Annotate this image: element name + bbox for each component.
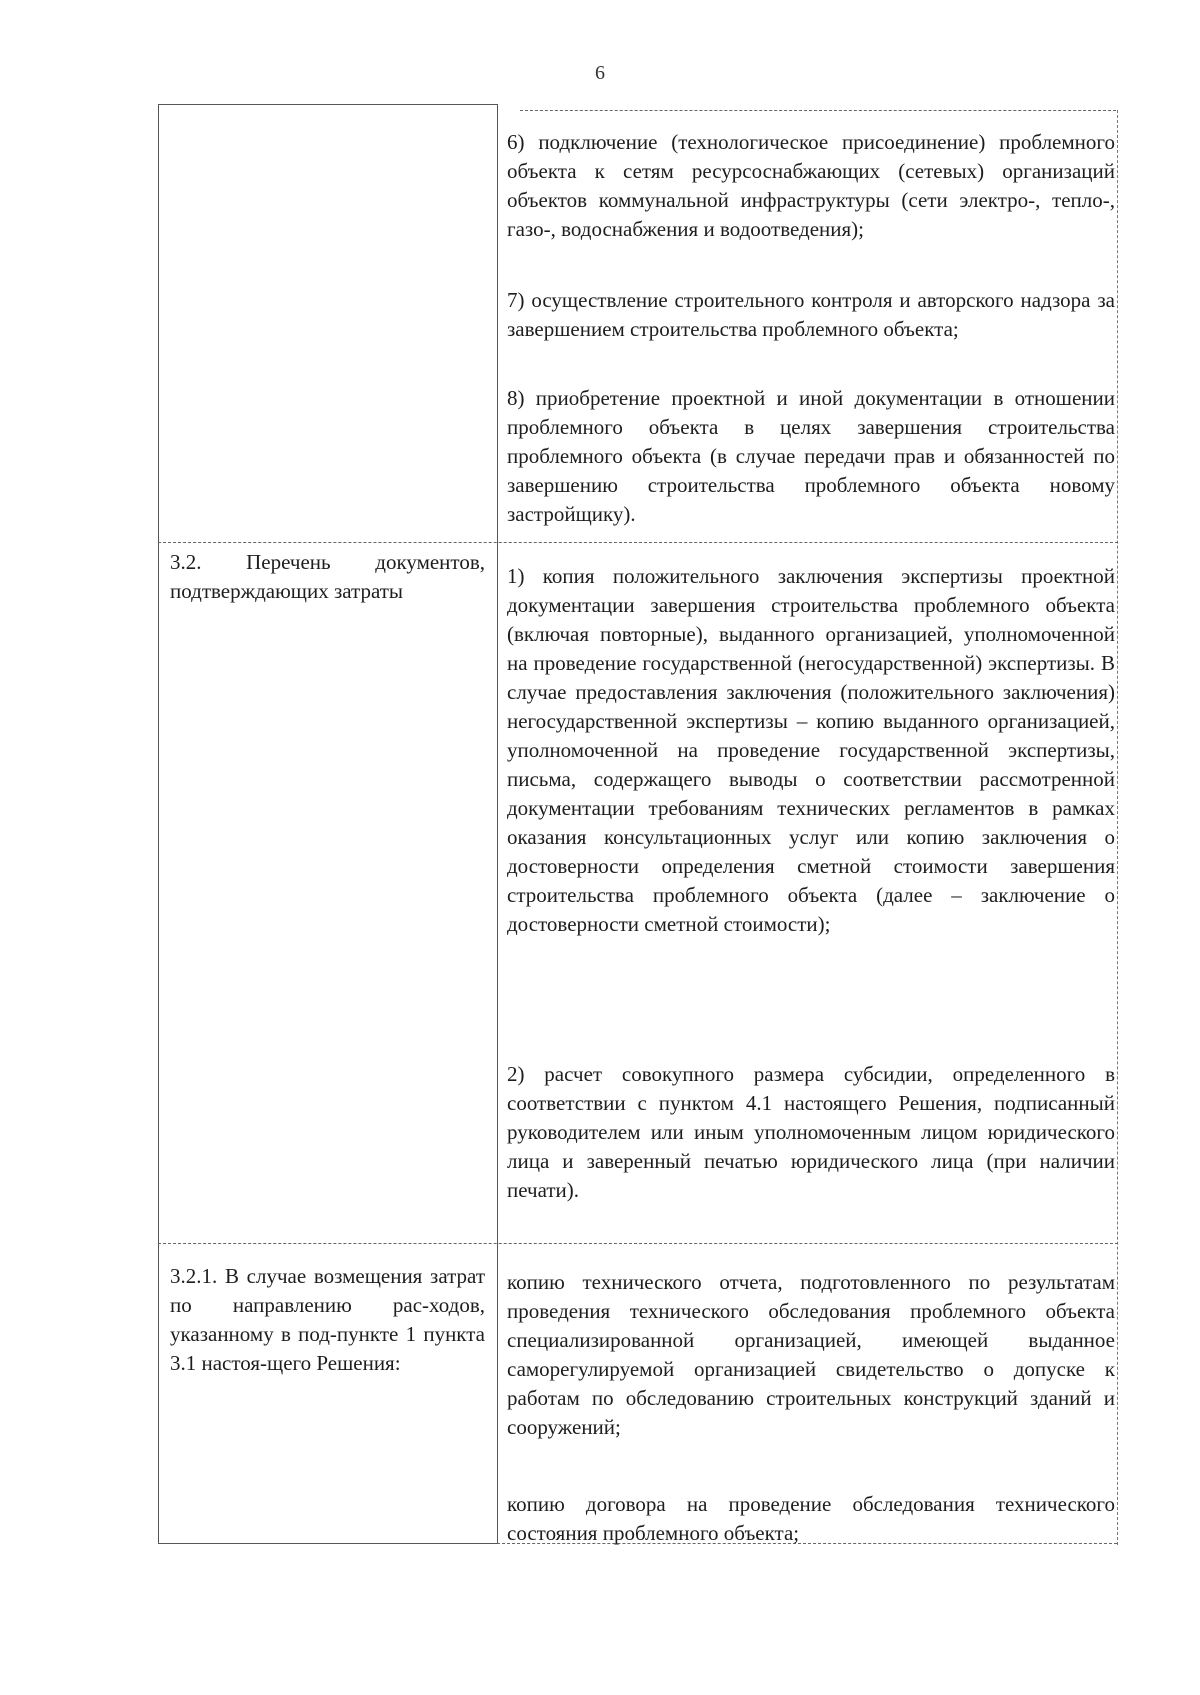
list-item: 6) подключение (технологическое присоединение) проблемного объекта к сетям ресурсоснабжающих (сетевых) организаций объектов коммунальной инфраструктуры (сети электро-, тепло-, газо-, водоснабжения и водоотведения); — [507, 130, 1115, 241]
row-3-content-2 — [507, 1490, 1115, 1548]
list-item: 2) расчет совокупного размера субсидии, определенного в соответствии с пунктом 4.1 настоящего Решения, подписанный руководителем или иным уполномоченным лицом юридического лица и заверенный печатью юридического лица (при наличии печати). — [507, 1062, 1115, 1202]
row-1-content-3 — [507, 384, 1115, 529]
row-1-content-2 — [507, 286, 1115, 344]
row-3-label: 3.2.1. В случае возмещения затрат по направлению рас-ходов, указанному в под-пункте 1 пункта 3.1 настоя-щего Решения: — [170, 1264, 485, 1375]
list-item: 1) копия положительного заключения экспертизы проектной документации завершения строительства проблемного объекта (включая повторные), выданного организацией, уполномоченной на проведение государственной (негосударственной) экспертизы. В случае предоставления заключения (положительного заключения) негосударственной экспертизы – копию выданного организацией, уполномоченной на проведение государственной экспертизы, письма, содержащего выводы о соответствии рассмотренной документации требованиям технических регламентов в рамках оказания консультационных услуг или копию заключения о достоверности определения сметной стоимости завершения строительства проблемного объекта (далее – заключение о достоверности сметной стоимости); — [507, 564, 1115, 936]
row-1-content — [507, 128, 1115, 244]
list-item: 7) осуществление строительного контроля и авторского надзора за завершением строительства проблемного объекта; — [507, 288, 1115, 341]
row-2-label: 3.2. Перечень документов, подтверждающих затраты — [170, 550, 485, 603]
row-2-content — [507, 562, 1115, 939]
list-item: копию технического отчета, подготовленного по результатам проведения технического обследования проблемного объекта специализированной организацией, имеющей выданное саморегулируемой организацией свидетельство о допуске к работам по обследованию строительных конструкций зданий и сооружений; — [507, 1270, 1115, 1439]
row-3-content — [507, 1268, 1115, 1442]
list-item: копию договора на проведение обследования технического состояния проблемного объекта; — [507, 1492, 1115, 1545]
row-2-content-2 — [507, 1060, 1115, 1205]
page-number: 6 — [595, 62, 605, 84]
list-item: 8) приобретение проектной и иной документации в отношении проблемного объекта в целях завершения строительства проблемного объекта (в случае передачи прав и обязанностей по завершению строительства проблемного объекта новому застройщику). — [507, 386, 1115, 526]
